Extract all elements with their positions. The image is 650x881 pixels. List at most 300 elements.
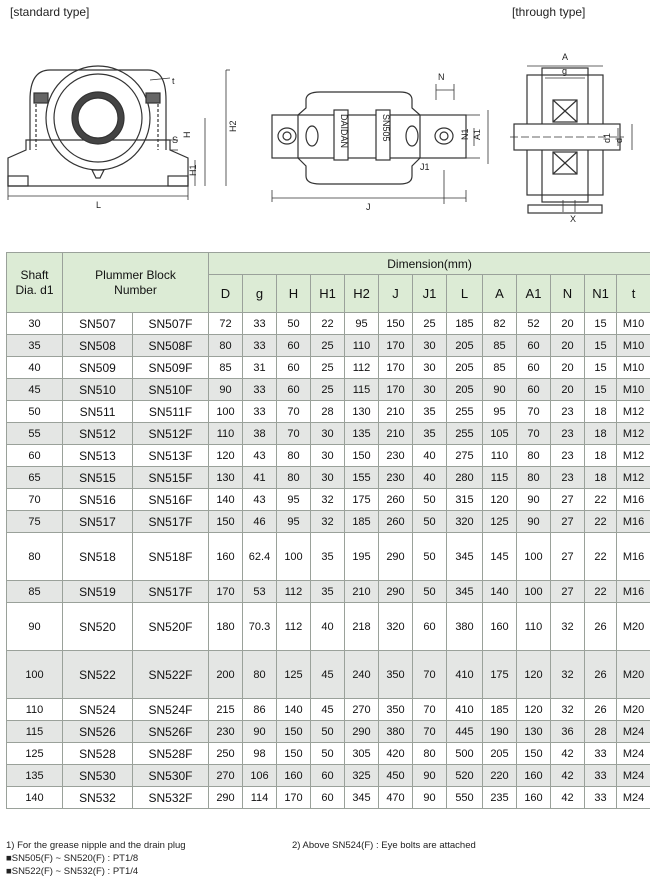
dim-cell-n: 20 [551,335,585,357]
through-model-cell: SN515F [133,467,209,489]
column-header-j: J [379,275,413,313]
dim-cell-a1: 130 [517,721,551,743]
dim-cell-t: M20 [617,651,650,699]
dim-cell-d: 110 [209,423,243,445]
dim-cell-l: 550 [447,787,483,809]
dim-cell-t: M16 [617,489,650,511]
table-row [7,445,650,467]
dim-cell-j1: 50 [413,533,447,581]
dim-cell-d: 215 [209,699,243,721]
shaft-dia-cell: 125 [7,743,63,765]
dim-cell-a: 125 [483,511,517,533]
dim-cell-l: 410 [447,699,483,721]
dim-cell-a: 105 [483,423,517,445]
dim-cell-n: 27 [551,511,585,533]
dim-cell-n: 20 [551,379,585,401]
dim-cell-h1: 28 [311,401,345,423]
dim-cell-h2: 155 [345,467,379,489]
dim-cell-d: 200 [209,651,243,699]
table-row [7,651,650,699]
dim-cell-g: 33 [243,401,277,423]
dim-cell-d: 85 [209,357,243,379]
standard-model-cell: SN526 [63,721,133,743]
dim-cell-d: 250 [209,743,243,765]
dim-cell-a: 110 [483,445,517,467]
dim-cell-t: M10 [617,313,650,335]
note-1: 1) For the grease nipple and the drain plug [6,840,186,851]
table-body [7,313,650,809]
dim-cell-n1: 18 [585,401,617,423]
dim-cell-h: 125 [277,651,311,699]
dim-cell-g: 70.3 [243,603,277,651]
shaft-dia-cell: 80 [7,533,63,581]
dim-cell-j: 260 [379,511,413,533]
through-type-label: [through type] [512,5,586,19]
dim-cell-h1: 30 [311,467,345,489]
dim-letter-top-j1: J1 [420,162,430,172]
dim-cell-h1: 22 [311,313,345,335]
dim-cell-l: 205 [447,357,483,379]
dim-cell-h1: 25 [311,335,345,357]
dim-cell-d: 150 [209,511,243,533]
dim-cell-a1: 60 [517,357,551,379]
dim-cell-g: 62.4 [243,533,277,581]
dim-cell-h2: 325 [345,765,379,787]
dim-cell-n1: 22 [585,581,617,603]
table-row [7,423,650,445]
dim-cell-t: M12 [617,445,650,467]
dim-cell-h: 50 [277,313,311,335]
shaft-dia-cell: 65 [7,467,63,489]
dim-letter-std-l: L [96,200,102,210]
dim-cell-l: 380 [447,603,483,651]
through-model-cell: SN509F [133,357,209,379]
table-row [7,581,650,603]
shaft-header: Shaft Dia. d1 [7,253,63,313]
shaft-dia-cell: 110 [7,699,63,721]
table-row [7,313,650,335]
dim-cell-a: 185 [483,699,517,721]
dim-cell-h: 112 [277,581,311,603]
dim-cell-g: 114 [243,787,277,809]
dim-cell-h: 170 [277,787,311,809]
dim-cell-n: 42 [551,743,585,765]
dim-cell-d: 170 [209,581,243,603]
dim-cell-a1: 150 [517,743,551,765]
shaft-dia-cell: 70 [7,489,63,511]
column-header-j1: J1 [413,275,447,313]
dim-cell-j: 420 [379,743,413,765]
dim-cell-h2: 195 [345,533,379,581]
dim-cell-a1: 90 [517,511,551,533]
dim-cell-g: 86 [243,699,277,721]
shaft-dia-cell: 100 [7,651,63,699]
dim-cell-h: 150 [277,743,311,765]
standard-model-cell: SN507 [63,313,133,335]
dim-cell-n: 42 [551,787,585,809]
dim-cell-l: 445 [447,721,483,743]
housing-brand-text: DAIDAN [339,114,349,149]
dim-cell-g: 43 [243,489,277,511]
dim-cell-j: 350 [379,651,413,699]
through-model-cell: SN516F [133,489,209,511]
dim-cell-d: 140 [209,489,243,511]
standard-model-cell: SN508 [63,335,133,357]
dim-cell-h2: 210 [345,581,379,603]
dim-cell-h2: 150 [345,445,379,467]
dim-cell-j1: 90 [413,787,447,809]
dim-cell-h: 140 [277,699,311,721]
dim-cell-l: 315 [447,489,483,511]
dim-cell-j1: 35 [413,401,447,423]
through-model-cell: SN532F [133,787,209,809]
dim-cell-a: 140 [483,581,517,603]
shaft-dia-cell: 40 [7,357,63,379]
dim-cell-h1: 35 [311,581,345,603]
dim-cell-j1: 25 [413,313,447,335]
table-row [7,335,650,357]
dim-cell-a1: 120 [517,699,551,721]
standard-model-cell: SN520 [63,603,133,651]
dim-cell-d: 180 [209,603,243,651]
dim-cell-a: 235 [483,787,517,809]
through-model-cell: SN526F [133,721,209,743]
dim-letter-thr-x: X [570,214,577,224]
dim-cell-l: 185 [447,313,483,335]
dim-cell-h: 70 [277,423,311,445]
dim-cell-l: 500 [447,743,483,765]
through-model-cell: SN530F [133,765,209,787]
dim-cell-g: 33 [243,335,277,357]
dim-cell-l: 255 [447,401,483,423]
standard-model-cell: SN519 [63,581,133,603]
through-model-cell: SN518F [133,533,209,581]
table-row [7,533,650,581]
dim-cell-a: 145 [483,533,517,581]
dim-cell-a1: 52 [517,313,551,335]
dim-cell-n: 23 [551,423,585,445]
dim-cell-l: 255 [447,423,483,445]
dim-cell-g: 46 [243,511,277,533]
dim-cell-a1: 110 [517,603,551,651]
column-header-n1: N1 [585,275,617,313]
dim-cell-n1: 18 [585,445,617,467]
dim-letter-top-a1: A1 [472,128,482,140]
dim-cell-n: 36 [551,721,585,743]
dim-cell-h2: 175 [345,489,379,511]
dim-cell-j1: 70 [413,699,447,721]
dim-cell-l: 345 [447,533,483,581]
dim-cell-h2: 305 [345,743,379,765]
dim-cell-j: 260 [379,489,413,511]
dim-cell-t: M10 [617,335,650,357]
dim-cell-h2: 218 [345,603,379,651]
dim-cell-n1: 28 [585,721,617,743]
dim-cell-l: 205 [447,379,483,401]
column-header-a1: A1 [517,275,551,313]
dim-cell-j: 170 [379,335,413,357]
dim-cell-g: 80 [243,651,277,699]
dim-cell-t: M10 [617,379,650,401]
dim-cell-n: 42 [551,765,585,787]
dim-cell-h2: 240 [345,651,379,699]
table-row [7,401,650,423]
dim-cell-j: 290 [379,581,413,603]
dim-cell-h2: 270 [345,699,379,721]
through-model-cell: SN510F [133,379,209,401]
dim-cell-a1: 160 [517,765,551,787]
standard-model-cell: SN517 [63,511,133,533]
dim-cell-n: 27 [551,533,585,581]
note-1b: ■SN522(F) ~ SN532(F) : PT1/4 [6,866,139,877]
dim-cell-d: 230 [209,721,243,743]
dim-cell-d: 80 [209,335,243,357]
dim-cell-l: 345 [447,581,483,603]
shaft-dia-cell: 45 [7,379,63,401]
through-model-cell: SN517F [133,511,209,533]
dim-cell-n1: 15 [585,379,617,401]
standard-model-cell: SN524 [63,699,133,721]
dim-cell-j: 230 [379,467,413,489]
standard-model-cell: SN510 [63,379,133,401]
table-row [7,765,650,787]
dim-cell-a: 175 [483,651,517,699]
dim-cell-t: M12 [617,467,650,489]
dim-cell-j: 210 [379,423,413,445]
dim-cell-h2: 345 [345,787,379,809]
through-model-cell: SN524F [133,699,209,721]
dim-cell-j1: 90 [413,765,447,787]
table-row [7,357,650,379]
dim-cell-j: 170 [379,357,413,379]
dim-cell-j: 450 [379,765,413,787]
dim-cell-a1: 120 [517,651,551,699]
dim-cell-j: 350 [379,699,413,721]
dim-cell-a1: 70 [517,401,551,423]
shaft-dia-cell: 140 [7,787,63,809]
dim-cell-n: 32 [551,603,585,651]
dim-cell-h: 60 [277,379,311,401]
dim-cell-j: 320 [379,603,413,651]
dim-cell-t: M20 [617,699,650,721]
dim-cell-j1: 35 [413,423,447,445]
shaft-dia-cell: 75 [7,511,63,533]
through-model-cell: SN508F [133,335,209,357]
shaft-dia-cell: 135 [7,765,63,787]
dim-cell-j: 150 [379,313,413,335]
dim-cell-a1: 100 [517,581,551,603]
dim-cell-j1: 70 [413,721,447,743]
through-model-cell: SN513F [133,445,209,467]
table-row [7,699,650,721]
dim-cell-n1: 22 [585,533,617,581]
dim-cell-d: 90 [209,379,243,401]
dim-cell-h: 95 [277,489,311,511]
dim-cell-j: 290 [379,533,413,581]
dimension-header: Dimension(mm) [209,253,650,275]
dim-cell-d: 100 [209,401,243,423]
through-model-cell: SN522F [133,651,209,699]
shaft-dia-cell: 85 [7,581,63,603]
dim-cell-g: 33 [243,313,277,335]
dim-cell-g: 43 [243,445,277,467]
table-row [7,511,650,533]
dim-cell-j1: 40 [413,467,447,489]
dim-cell-h1: 60 [311,765,345,787]
dim-cell-j1: 50 [413,489,447,511]
dim-cell-g: 33 [243,379,277,401]
dim-cell-h: 60 [277,335,311,357]
dim-cell-h2: 130 [345,401,379,423]
dim-cell-a1: 80 [517,445,551,467]
dim-cell-a1: 100 [517,533,551,581]
shaft-dia-cell: 30 [7,313,63,335]
through-model-cell: SN517F [133,581,209,603]
dim-cell-j: 170 [379,379,413,401]
dim-cell-t: M12 [617,423,650,445]
dim-cell-l: 320 [447,511,483,533]
dim-letter-std-t: t [172,76,175,86]
through-model-cell: SN512F [133,423,209,445]
dim-cell-a1: 160 [517,787,551,809]
column-header-h1: H1 [311,275,345,313]
dim-cell-a: 85 [483,357,517,379]
column-header-l: L [447,275,483,313]
dim-cell-g: 98 [243,743,277,765]
dim-cell-l: 275 [447,445,483,467]
dim-cell-n1: 26 [585,651,617,699]
housing-model-text: SN505 [381,114,391,142]
shaft-dia-cell: 90 [7,603,63,651]
shaft-dia-cell: 50 [7,401,63,423]
dim-cell-g: 106 [243,765,277,787]
dim-cell-j: 470 [379,787,413,809]
technical-drawings [0,0,650,250]
dim-cell-t: M16 [617,533,650,581]
through-model-cell: SN511F [133,401,209,423]
dim-cell-d: 130 [209,467,243,489]
dim-letter-thr-a: A [562,52,569,62]
dim-letter-top-j: J [366,202,371,212]
dim-cell-t: M10 [617,357,650,379]
dim-cell-a1: 60 [517,335,551,357]
standard-model-cell: SN515 [63,467,133,489]
dim-cell-h2: 95 [345,313,379,335]
dim-cell-h1: 25 [311,379,345,401]
dim-cell-d: 120 [209,445,243,467]
dimension-table [6,252,650,809]
dim-cell-h: 95 [277,511,311,533]
dim-letter-std-h1: H1 [188,164,198,176]
dim-cell-a: 160 [483,603,517,651]
dim-cell-n1: 22 [585,511,617,533]
dim-cell-h: 112 [277,603,311,651]
column-header-d: D [209,275,243,313]
dim-cell-n: 32 [551,699,585,721]
table-row [7,787,650,809]
dim-cell-h2: 115 [345,379,379,401]
dim-cell-n1: 15 [585,357,617,379]
dim-letter-thr-g: g [562,66,568,76]
through-model-cell: SN507F [133,313,209,335]
standard-model-cell: SN512 [63,423,133,445]
dim-cell-h1: 32 [311,511,345,533]
dim-cell-h: 70 [277,401,311,423]
dim-cell-h1: 50 [311,743,345,765]
dim-cell-n: 23 [551,401,585,423]
dim-cell-l: 205 [447,335,483,357]
dim-cell-n1: 33 [585,765,617,787]
dim-cell-h1: 30 [311,445,345,467]
table-row [7,379,650,401]
dim-cell-g: 53 [243,581,277,603]
dim-cell-n: 23 [551,467,585,489]
standard-model-cell: SN522 [63,651,133,699]
dim-cell-t: M16 [617,511,650,533]
dim-letter-thr-d1: d1 [602,132,612,143]
dim-cell-d: 160 [209,533,243,581]
dim-cell-h: 60 [277,357,311,379]
dim-cell-j1: 40 [413,445,447,467]
dim-cell-a: 115 [483,467,517,489]
dim-cell-n1: 33 [585,743,617,765]
shaft-dia-cell: 115 [7,721,63,743]
dim-cell-h2: 185 [345,511,379,533]
dim-cell-g: 31 [243,357,277,379]
dim-cell-n1: 18 [585,467,617,489]
dim-cell-t: M24 [617,721,650,743]
shaft-dia-cell: 55 [7,423,63,445]
standard-type-drawing [8,66,230,200]
dim-cell-g: 41 [243,467,277,489]
dim-cell-n: 20 [551,357,585,379]
table-row [7,721,650,743]
dim-cell-a: 95 [483,401,517,423]
dim-cell-a: 120 [483,489,517,511]
dim-cell-h1: 30 [311,423,345,445]
dim-cell-n1: 26 [585,603,617,651]
through-model-cell: SN520F [133,603,209,651]
dim-cell-n: 27 [551,489,585,511]
dim-cell-n1: 33 [585,787,617,809]
column-header-h: H [277,275,311,313]
dim-cell-n1: 18 [585,423,617,445]
dim-cell-a: 190 [483,721,517,743]
dim-cell-a: 205 [483,743,517,765]
dim-cell-h1: 50 [311,721,345,743]
dim-cell-a: 85 [483,335,517,357]
note-2: 2) Above SN524(F) : Eye bolts are attached [292,840,476,851]
dim-cell-j: 210 [379,401,413,423]
through-model-cell: SN528F [133,743,209,765]
dim-cell-d: 290 [209,787,243,809]
dim-cell-a: 90 [483,379,517,401]
dim-cell-h1: 45 [311,699,345,721]
dim-cell-a: 220 [483,765,517,787]
dim-cell-a1: 70 [517,423,551,445]
standard-model-cell: SN530 [63,765,133,787]
dim-letter-std-h: H [182,131,192,138]
column-header-h2: H2 [345,275,379,313]
dim-cell-l: 410 [447,651,483,699]
standard-model-cell: SN528 [63,743,133,765]
dim-cell-h1: 25 [311,357,345,379]
dim-letter-thr-d: d [614,137,624,143]
dim-cell-a1: 90 [517,489,551,511]
dim-cell-j: 230 [379,445,413,467]
dim-cell-n1: 22 [585,489,617,511]
dim-cell-j1: 50 [413,581,447,603]
